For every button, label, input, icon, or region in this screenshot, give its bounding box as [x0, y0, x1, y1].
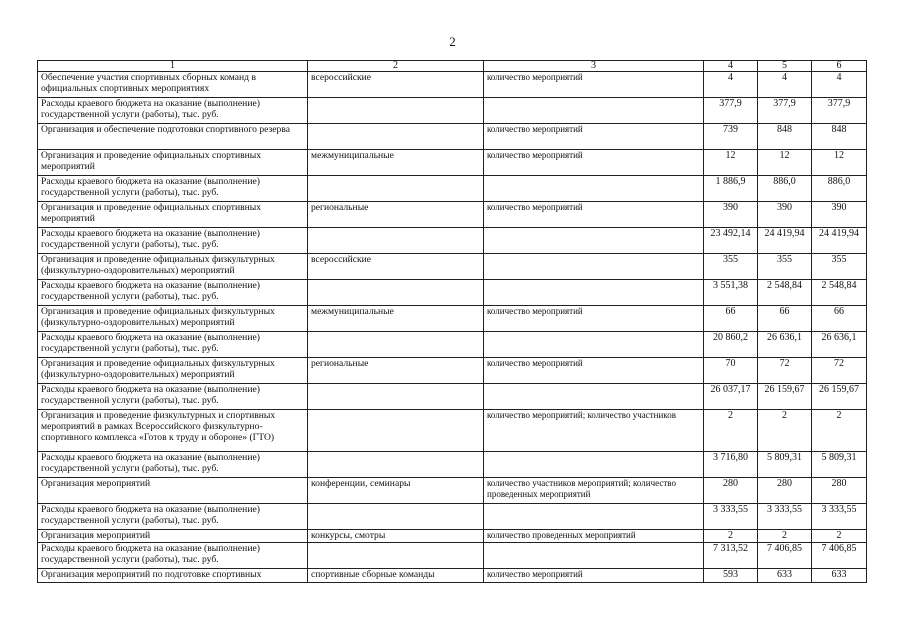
value-col4: 4	[704, 72, 758, 98]
row-description: Обеспечение участия спортивных сборных команд в официальных спортивных мероприятиях	[38, 72, 308, 98]
value-col6: 2	[812, 410, 867, 452]
row-indicator	[484, 176, 704, 202]
data-table	[37, 60, 867, 583]
row-description: Организация и проведение официальных физкультурных (физкультурно-оздоровительных) мероприятий	[38, 254, 308, 280]
table-row	[38, 452, 867, 478]
value-col6: 5 809,31	[812, 452, 867, 478]
column-header: 5	[758, 61, 812, 72]
value-col5: 886,0	[758, 176, 812, 202]
row-indicator: количество мероприятий; количество участников	[484, 410, 704, 452]
row-category	[308, 332, 484, 358]
row-description: Организация и проведение официальных спортивных мероприятий	[38, 202, 308, 228]
table-row	[38, 98, 867, 124]
table-row	[38, 569, 867, 583]
value-col4: 280	[704, 478, 758, 504]
row-description: Организация и проведение официальных физкультурных (физкультурно-оздоровительных) мероприятий	[38, 358, 308, 384]
column-header: 4	[704, 61, 758, 72]
page-number: 2	[449, 34, 456, 49]
value-col6: 3 333,55	[812, 504, 867, 530]
row-category: конференции, семинары	[308, 478, 484, 504]
row-category: региональные	[308, 358, 484, 384]
value-col5: 26 636,1	[758, 332, 812, 358]
value-col4: 26 037,17	[704, 384, 758, 410]
row-category	[308, 504, 484, 530]
value-col4: 377,9	[704, 98, 758, 124]
value-col4: 20 860,2	[704, 332, 758, 358]
table-header-row	[38, 61, 867, 72]
table-row	[38, 384, 867, 410]
row-description: Организация и проведение физкультурных и спортивных мероприятий в рамках Всероссийского физкультурно-спортивного комплекса «Готов к труду и обороне» (ГТО)	[38, 410, 308, 452]
row-description: Расходы краевого бюджета на оказание (выполнение) государственной услуги (работы), тыс. руб.	[38, 98, 308, 124]
column-header: 2	[308, 61, 484, 72]
column-header: 1	[38, 61, 308, 72]
value-col6: 355	[812, 254, 867, 280]
value-col5: 280	[758, 478, 812, 504]
row-description: Расходы краевого бюджета на оказание (выполнение) государственной услуги (работы), тыс. руб.	[38, 228, 308, 254]
value-col6: 12	[812, 150, 867, 176]
row-indicator: количество участников мероприятий; количество проведенных мероприятий	[484, 478, 704, 504]
value-col6: 26 636,1	[812, 332, 867, 358]
table-row	[38, 124, 867, 150]
table-row	[38, 530, 867, 543]
value-col6: 26 159,67	[812, 384, 867, 410]
row-description: Расходы краевого бюджета на оказание (выполнение) государственной услуги (работы), тыс. руб.	[38, 280, 308, 306]
row-category: межмуниципальные	[308, 150, 484, 176]
row-indicator: количество мероприятий	[484, 569, 704, 583]
value-col4: 1 886,9	[704, 176, 758, 202]
row-description: Расходы краевого бюджета на оказание (выполнение) государственной услуги (работы), тыс. руб.	[38, 504, 308, 530]
row-indicator	[484, 543, 704, 569]
value-col6: 66	[812, 306, 867, 332]
value-col6: 72	[812, 358, 867, 384]
table-row	[38, 280, 867, 306]
row-category: всероссийские	[308, 72, 484, 98]
row-indicator: количество проведенных мероприятий	[484, 530, 704, 543]
row-indicator	[484, 98, 704, 124]
table-row	[38, 306, 867, 332]
table-row	[38, 176, 867, 202]
value-col5: 2	[758, 410, 812, 452]
value-col6: 2 548,84	[812, 280, 867, 306]
value-col5: 66	[758, 306, 812, 332]
row-category: региональные	[308, 202, 484, 228]
row-indicator	[484, 384, 704, 410]
row-indicator	[484, 504, 704, 530]
value-col5: 12	[758, 150, 812, 176]
value-col5: 633	[758, 569, 812, 583]
value-col6: 280	[812, 478, 867, 504]
row-indicator: количество мероприятий	[484, 150, 704, 176]
row-description: Организация мероприятий	[38, 478, 308, 504]
row-category	[308, 228, 484, 254]
value-col6: 7 406,85	[812, 543, 867, 569]
row-description: Организация и обеспечение подготовки спортивного резерва	[38, 124, 308, 150]
row-category	[308, 452, 484, 478]
row-description: Организация мероприятий	[38, 530, 308, 543]
value-col5: 377,9	[758, 98, 812, 124]
value-col5: 26 159,67	[758, 384, 812, 410]
row-category: всероссийские	[308, 254, 484, 280]
table-row	[38, 543, 867, 569]
row-description: Расходы краевого бюджета на оказание (выполнение) государственной услуги (работы), тыс. руб.	[38, 384, 308, 410]
table-row	[38, 254, 867, 280]
row-category: спортивные сборные команды	[308, 569, 484, 583]
value-col4: 2	[704, 410, 758, 452]
value-col4: 7 313,52	[704, 543, 758, 569]
table-row	[38, 72, 867, 98]
row-description: Организация мероприятий по подготовке спортивных	[38, 569, 308, 583]
row-indicator: количество мероприятий	[484, 202, 704, 228]
row-description: Организация и проведение официальных спортивных мероприятий	[38, 150, 308, 176]
value-col5: 2	[758, 530, 812, 543]
value-col6: 2	[812, 530, 867, 543]
value-col4: 70	[704, 358, 758, 384]
value-col5: 7 406,85	[758, 543, 812, 569]
row-indicator: количество мероприятий	[484, 358, 704, 384]
value-col6: 377,9	[812, 98, 867, 124]
row-indicator: количество мероприятий	[484, 124, 704, 150]
value-col6: 633	[812, 569, 867, 583]
value-col5: 3 333,55	[758, 504, 812, 530]
value-col6: 390	[812, 202, 867, 228]
value-col4: 23 492,14	[704, 228, 758, 254]
row-category	[308, 176, 484, 202]
row-category	[308, 543, 484, 569]
row-category	[308, 98, 484, 124]
value-col4: 3 551,38	[704, 280, 758, 306]
value-col5: 2 548,84	[758, 280, 812, 306]
value-col4: 739	[704, 124, 758, 150]
row-description: Расходы краевого бюджета на оказание (выполнение) государственной услуги (работы), тыс. руб.	[38, 332, 308, 358]
table-row	[38, 150, 867, 176]
table-row	[38, 228, 867, 254]
value-col6: 4	[812, 72, 867, 98]
row-indicator: количество мероприятий	[484, 306, 704, 332]
value-col4: 12	[704, 150, 758, 176]
value-col5: 848	[758, 124, 812, 150]
value-col5: 72	[758, 358, 812, 384]
row-category	[308, 384, 484, 410]
row-category	[308, 280, 484, 306]
row-description: Расходы краевого бюджета на оказание (выполнение) государственной услуги (работы), тыс. руб.	[38, 452, 308, 478]
table-row	[38, 202, 867, 228]
row-category: конкурсы, смотры	[308, 530, 484, 543]
value-col4: 390	[704, 202, 758, 228]
column-header: 6	[812, 61, 867, 72]
value-col4: 66	[704, 306, 758, 332]
row-indicator	[484, 280, 704, 306]
value-col5: 390	[758, 202, 812, 228]
value-col5: 355	[758, 254, 812, 280]
value-col5: 24 419,94	[758, 228, 812, 254]
value-col4: 355	[704, 254, 758, 280]
row-description: Организация и проведение официальных физкультурных (физкультурно-оздоровительных) мероприятий	[38, 306, 308, 332]
row-category: межмуниципальные	[308, 306, 484, 332]
row-indicator	[484, 254, 704, 280]
value-col4: 3 716,80	[704, 452, 758, 478]
value-col4: 3 333,55	[704, 504, 758, 530]
value-col6: 886,0	[812, 176, 867, 202]
row-indicator	[484, 452, 704, 478]
row-category	[308, 410, 484, 452]
row-indicator: количество мероприятий	[484, 72, 704, 98]
table-row	[38, 504, 867, 530]
column-header: 3	[484, 61, 704, 72]
value-col6: 848	[812, 124, 867, 150]
value-col5: 5 809,31	[758, 452, 812, 478]
value-col6: 24 419,94	[812, 228, 867, 254]
value-col4: 2	[704, 530, 758, 543]
row-category	[308, 124, 484, 150]
table-row	[38, 410, 867, 452]
row-indicator	[484, 332, 704, 358]
value-col4: 593	[704, 569, 758, 583]
row-description: Расходы краевого бюджета на оказание (выполнение) государственной услуги (работы), тыс. руб.	[38, 543, 308, 569]
table-row	[38, 358, 867, 384]
value-col5: 4	[758, 72, 812, 98]
row-indicator	[484, 228, 704, 254]
table-row	[38, 332, 867, 358]
row-description: Расходы краевого бюджета на оказание (выполнение) государственной услуги (работы), тыс. руб.	[38, 176, 308, 202]
table-row	[38, 478, 867, 504]
